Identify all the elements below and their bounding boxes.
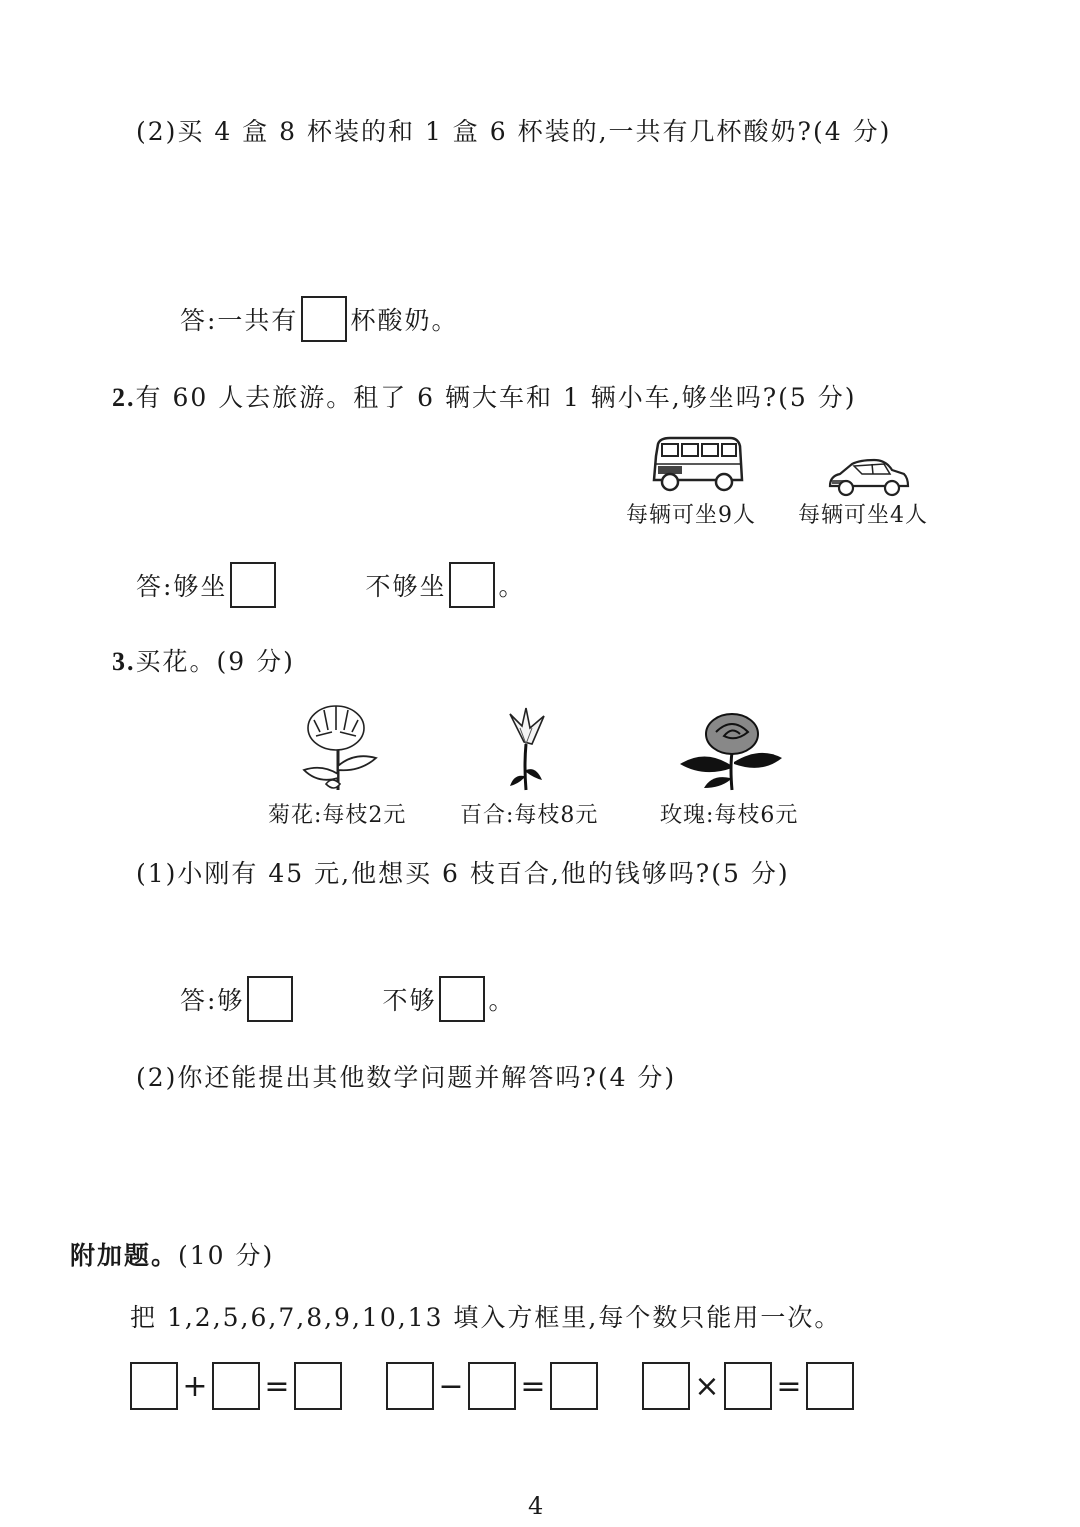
answer-box-total-cups[interactable] bbox=[301, 296, 347, 342]
chrysanthemum-caption: 菊花:每枝2元 bbox=[268, 803, 407, 828]
q2-question bbox=[112, 378, 857, 414]
answer-not-enough-label: 不够坐 bbox=[365, 572, 447, 601]
q2-number: 2. bbox=[112, 383, 136, 412]
minuend-box[interactable] bbox=[386, 1362, 434, 1410]
car-icon bbox=[826, 456, 910, 498]
answer-box-not-enough[interactable] bbox=[449, 562, 495, 608]
answer-not-enough-label: 不够 bbox=[382, 986, 437, 1015]
equation-row bbox=[130, 1362, 854, 1410]
bus-icon bbox=[650, 436, 746, 496]
q3-part1-answer bbox=[180, 976, 515, 1022]
difference-box[interactable] bbox=[550, 1362, 598, 1410]
subtrahend-box[interactable] bbox=[468, 1362, 516, 1410]
car-caption: 每辆可坐4人 bbox=[798, 503, 928, 528]
factor-box-1[interactable] bbox=[642, 1362, 690, 1410]
answer-period: 。 bbox=[488, 986, 516, 1015]
answer-prefix: 答:一共有 bbox=[180, 306, 299, 335]
answer-period: 。 bbox=[498, 572, 526, 601]
answer-box-enough[interactable] bbox=[230, 562, 276, 608]
q3-number: 3. bbox=[112, 647, 136, 676]
equals-sign: = bbox=[520, 1368, 546, 1404]
factor-box-2[interactable] bbox=[724, 1362, 772, 1410]
rose-caption: 玫瑰:每枝6元 bbox=[660, 803, 799, 828]
plus-sign: + bbox=[182, 1368, 208, 1404]
times-sign: × bbox=[694, 1368, 720, 1404]
bonus-title-text: 附加题。 bbox=[70, 1241, 179, 1270]
sum-box[interactable] bbox=[294, 1362, 342, 1410]
rose-icon bbox=[676, 712, 786, 792]
lily-caption: 百合:每枝8元 bbox=[460, 803, 599, 828]
q1-part2-answer bbox=[180, 296, 458, 342]
equals-sign: = bbox=[264, 1368, 290, 1404]
q3-title bbox=[112, 642, 295, 678]
bonus-points: (10 分) bbox=[178, 1241, 275, 1270]
answer-box-enough[interactable] bbox=[247, 976, 293, 1022]
equals-sign: = bbox=[776, 1368, 802, 1404]
q3-title-text: 买花。(9 分) bbox=[135, 647, 295, 676]
answer-enough-label: 答:够坐 bbox=[136, 572, 228, 601]
q3-part1-question: (1)小刚有 45 元,他想买 6 枝百合,他的钱够吗?(5 分) bbox=[136, 859, 790, 888]
q3-part2-question: (2)你还能提出其他数学问题并解答吗?(4 分) bbox=[136, 1063, 677, 1092]
answer-enough-label: 答:够 bbox=[180, 986, 245, 1015]
minus-sign: − bbox=[438, 1368, 464, 1404]
page-number: 4 bbox=[528, 1492, 544, 1520]
product-box[interactable] bbox=[806, 1362, 854, 1410]
bus-caption: 每辆可坐9人 bbox=[626, 503, 756, 528]
addend-box-2[interactable] bbox=[212, 1362, 260, 1410]
bonus-instruction: 把 1,2,5,6,7,8,9,10,13 填入方框里,每个数只能用一次。 bbox=[130, 1303, 842, 1332]
q1-part2-question: (2)买 4 盒 8 杯装的和 1 盒 6 杯装的,一共有几杯酸奶?(4 分) bbox=[136, 117, 892, 146]
q2-answer bbox=[136, 562, 525, 608]
chrysanthemum-icon bbox=[296, 702, 382, 792]
lily-icon bbox=[500, 706, 550, 792]
answer-suffix: 杯酸奶。 bbox=[350, 306, 459, 335]
q2-text: 有 60 人去旅游。租了 6 辆大车和 1 辆小车,够坐吗?(5 分) bbox=[135, 383, 857, 412]
addend-box-1[interactable] bbox=[130, 1362, 178, 1410]
answer-box-not-enough[interactable] bbox=[439, 976, 485, 1022]
bonus-title bbox=[70, 1236, 274, 1272]
